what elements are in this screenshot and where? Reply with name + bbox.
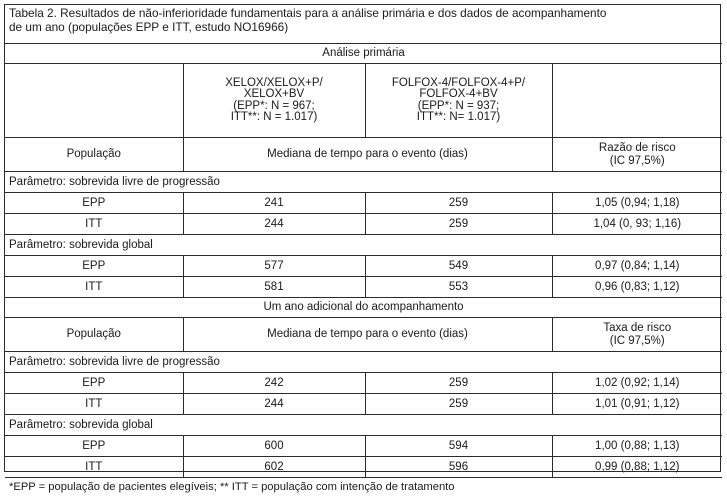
value-cell: 596 [365, 457, 552, 478]
ratio-cell: 1,01 (0,91; 1,12) [552, 394, 722, 415]
ratio-header [552, 138, 722, 172]
ratio-header-line: Taxa de risco [603, 321, 672, 334]
column-header-row [5, 138, 722, 172]
ratio-header-line: (IC 97,5%) [609, 154, 665, 167]
ratio-cell: 1,02 (0,92; 1,14) [552, 373, 722, 394]
section-title: Análise primária [5, 44, 722, 64]
caption-line-1: Tabela 2. Resultados de não-inferioridade fundamentais para a análise primária e dos dados de acompanhamento [9, 6, 607, 20]
value-cell: 553 [365, 277, 552, 298]
ratio-cell: 0,96 (0,83; 1,12) [552, 277, 722, 298]
population-header: População [5, 318, 183, 352]
table-row [5, 256, 722, 277]
population-cell: EPP [5, 256, 183, 277]
value-cell: 244 [183, 214, 365, 235]
empty-cell [552, 64, 722, 138]
ratio-cell: 0,99 (0,88; 1,12) [552, 457, 722, 478]
table-row [5, 193, 722, 214]
value-cell: 600 [183, 436, 365, 457]
value-cell: 259 [365, 394, 552, 415]
table-row [5, 457, 722, 478]
population-header: População [5, 138, 183, 172]
parameter-label: Parâmetro: sobrevida global [5, 415, 722, 436]
population-cell: EPP [5, 193, 183, 214]
median-header: Mediana de tempo para o evento (dias) [183, 318, 552, 352]
value-cell: 594 [365, 436, 552, 457]
column-header-row [5, 318, 722, 352]
empty-cell [5, 64, 183, 138]
median-header: Mediana de tempo para o evento (dias) [183, 138, 552, 172]
value-cell: 241 [183, 193, 365, 214]
value-cell: 242 [183, 373, 365, 394]
value-cell: 581 [183, 277, 365, 298]
group-2-line: FOLFOX-4/FOLFOX-4+P/ [391, 76, 526, 89]
group-2-line: (EPP*: N = 937; [417, 99, 500, 112]
population-cell: ITT [5, 394, 183, 415]
population-cell: EPP [5, 436, 183, 457]
ratio-cell: 1,00 (0,88; 1,13) [552, 436, 722, 457]
value-cell: 577 [183, 256, 365, 277]
table-footnote: *EPP = população de pacientes elegíveis; ** ITT = população com intenção de tratamento [9, 481, 455, 493]
ratio-cell: 0,97 (0,84; 1,14) [552, 256, 722, 277]
group-1-line: ITT**: N = 1.017) [230, 111, 318, 123]
parameter-label: Parâmetro: sobrevida livre de progressão [5, 172, 722, 193]
group-2-line: ITT**: N= 1.017) [416, 111, 501, 123]
table-row [5, 214, 722, 235]
group-1-header [183, 64, 365, 138]
table-caption [5, 5, 720, 43]
group-1-line: XELOX+BV [243, 88, 305, 100]
value-cell: 259 [365, 373, 552, 394]
ratio-header-line: (IC 97,5%) [609, 334, 665, 347]
table-row [5, 373, 722, 394]
table-frame [4, 4, 721, 493]
value-cell: 259 [365, 193, 552, 214]
parameter-row [5, 415, 722, 436]
ratio-cell: 1,05 (0,94; 1,18) [552, 193, 722, 214]
table-row [5, 394, 722, 415]
table-row [5, 277, 722, 298]
value-cell: 244 [183, 394, 365, 415]
group-header-row [5, 64, 722, 138]
group-2-header [365, 64, 552, 138]
ratio-header [552, 318, 722, 352]
section-title: Um ano adicional do acompanhamento [5, 298, 722, 318]
group-2-line: FOLFOX-4+BV [419, 88, 498, 100]
section-title-row [5, 44, 722, 64]
population-cell: EPP [5, 373, 183, 394]
population-cell: ITT [5, 214, 183, 235]
parameter-row [5, 235, 722, 256]
population-cell: ITT [5, 277, 183, 298]
parameter-row [5, 352, 722, 373]
group-1-line: XELOX/XELOX+P/ [225, 76, 323, 89]
population-cell: ITT [5, 457, 183, 478]
value-cell: 259 [365, 214, 552, 235]
parameter-label: Parâmetro: sobrevida global [5, 235, 722, 256]
section-title-row [5, 298, 722, 318]
ratio-cell: 1,04 (0, 93; 1,16) [552, 214, 722, 235]
value-cell: 549 [365, 256, 552, 277]
table-row [5, 436, 722, 457]
parameter-label: Parâmetro: sobrevida livre de progressão [5, 352, 722, 373]
ratio-header-line: Razão de risco [598, 141, 676, 154]
parameter-row [5, 172, 722, 193]
value-cell: 602 [183, 457, 365, 478]
results-table [5, 43, 722, 478]
caption-line-2: de um ano (populações EPP e ITT, estudo NO16966) [9, 20, 289, 34]
group-1-line: (EPP*: N = 967; [233, 99, 315, 112]
